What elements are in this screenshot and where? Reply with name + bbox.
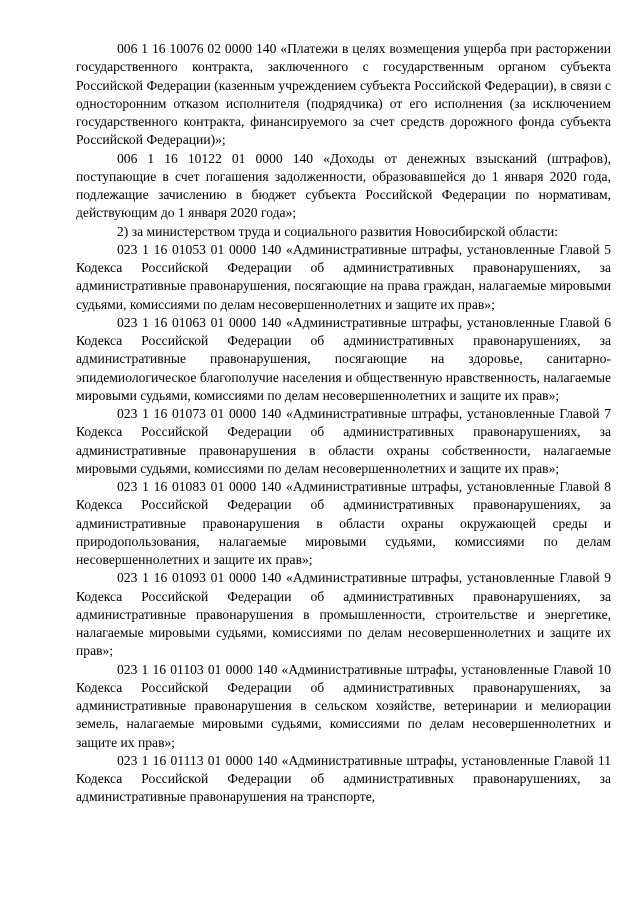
document-page bbox=[76, 40, 611, 807]
paragraph-kbk-023-01113: 023 1 16 01113 01 0000 140 «Административные штрафы, установленные Главой 11 Кодекса Российской Федерации об административных правонарушениях, за административные правонарушения на транспорте, bbox=[76, 752, 611, 805]
paragraph-kbk-006-10076: 006 1 16 10076 02 0000 140 «Платежи в целях возмещения ущерба при расторжении государственного контракта, заключенного с государственным органом субъекта Российской Федерации (казенным учреждением субъекта Российской Федерации), в связи с односторонним отказом исполнителя (подрядчика) от его исполнения (за исключением государственного контракта, финансируемого за счет средств дорожного фонда субъекта Российской Федерации)»; bbox=[76, 41, 611, 148]
paragraph-section-2-heading: 2) за министерством труда и социального развития Новосибирской области: bbox=[117, 223, 559, 239]
paragraph-kbk-006-10122: 006 1 16 10122 01 0000 140 «Доходы от денежных взысканий (штрафов), поступающие в счет погашения задолженности, образовавшейся до 1 января 2020 года, подлежащие зачислению в бюджет субъекта Российской Федерации по нормативам, действующим до 1 января 2020 года»; bbox=[76, 150, 611, 221]
paragraph-kbk-023-01053: 023 1 16 01053 01 0000 140 «Административные штрафы, установленные Главой 5 Кодекса Российской Федерации об административных правонарушениях, за административные правонарушения, посягающие на права граждан, налагаемые мировыми судьями, комиссиями по делам несовершеннолетних и защите их прав»; bbox=[76, 241, 611, 312]
paragraph-kbk-023-01073: 023 1 16 01073 01 0000 140 «Административные штрафы, установленные Главой 7 Кодекса Российской Федерации об административных правонарушениях, за административные правонарушения в области охраны собственности, налагаемые мировыми судьями, комиссиями по делам несовершеннолетних и защите их прав»; bbox=[76, 406, 611, 476]
paragraph-kbk-023-01093: 023 1 16 01093 01 0000 140 «Административные штрафы, установленные Главой 9 Кодекса Российской Федерации об административных правонарушениях, за административные правонарушения в промышленности, строительстве и энергетике, налагаемые мировыми судьями, комиссиями по делам несовершеннолетних и защите их прав»; bbox=[76, 570, 611, 659]
paragraph-kbk-023-01103: 023 1 16 01103 01 0000 140 «Административные штрафы, установленные Главой 10 Кодекса Российской Федерации об административных правонарушениях, за административные правонарушения в сельском хозяйстве, ветеринарии и мелиорации земель, налагаемые мировыми судьями, комиссиями по делам несовершеннолетних и защите их прав»; bbox=[76, 661, 611, 750]
paragraph-kbk-023-01063: 023 1 16 01063 01 0000 140 «Административные штрафы, установленные Главой 6 Кодекса Российской Федерации об административных правонарушениях, за административные правонарушения, посягающие на здоровье, санитарно-эпидемиологическое благополучие населения и общественную нравственность, налагаемые мировыми судьями, комиссиями по делам несовершеннолетних и защите их прав»; bbox=[76, 314, 611, 403]
paragraph-kbk-023-01083: 023 1 16 01083 01 0000 140 «Административные штрафы, установленные Главой 8 Кодекса Российской Федерации об административных правонарушениях, за административные правонарушения в области охраны окружающей среды и природопользования, налагаемые мировыми судьями, комиссиями по делам несовершеннолетних и защите их прав»; bbox=[76, 479, 611, 567]
